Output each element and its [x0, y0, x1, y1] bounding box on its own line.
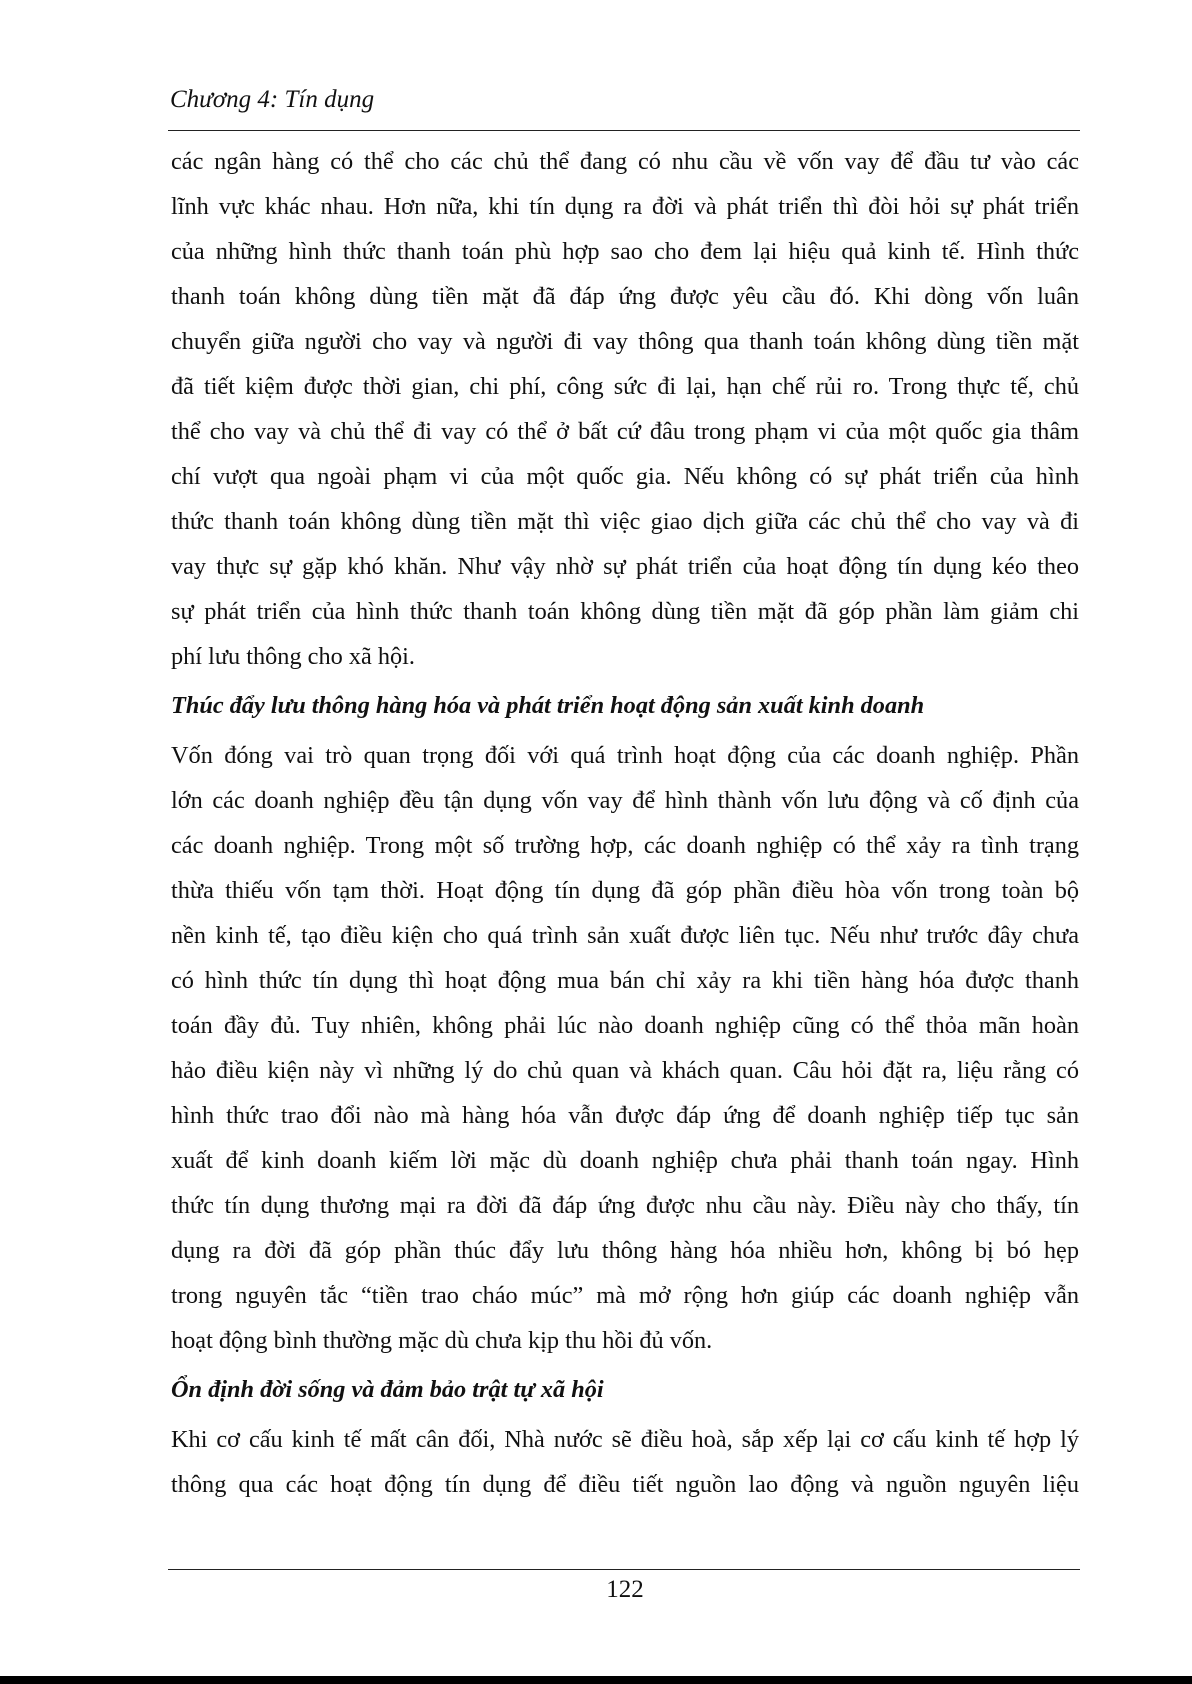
text-line: sự phát triển của hình thức thanh toán không dùng tiền mặt đã góp phần làm giảm chi — [171, 598, 1079, 625]
header-rule — [168, 130, 1080, 131]
text-line: nền kinh tế, tạo điều kiện cho quá trình sản xuất được liên tục. Nếu như trước đây chưa — [171, 922, 1079, 949]
text-line: thức tín dụng thương mại ra đời đã đáp ứng được nhu cầu này. Điều này cho thấy, tín — [171, 1192, 1079, 1219]
section-heading: Ổn định đời sống và đảm bảo trật tự xã hội — [171, 1376, 604, 1403]
text-line: thông qua các hoạt động tín dụng để điều tiết nguồn lao động và nguồn nguyên liệu — [171, 1471, 1079, 1498]
text-line: trong nguyên tắc “tiền trao cháo múc” mà mở rộng hơn giúp các doanh nghiệp vẫn — [171, 1282, 1079, 1309]
text-line: xuất để kinh doanh kiếm lời mặc dù doanh nghiệp chưa phải thanh toán ngay. Hình — [171, 1147, 1079, 1174]
footer-rule — [168, 1569, 1080, 1570]
text-line: hảo điều kiện này vì những lý do chủ quan và khách quan. Câu hỏi đặt ra, liệu rằng có — [171, 1057, 1079, 1084]
text-line: hoạt động bình thường mặc dù chưa kịp thu hồi đủ vốn. — [171, 1327, 713, 1354]
text-line: chí vượt qua ngoài phạm vi của một quốc gia. Nếu không có sự phát triển của hình — [171, 463, 1079, 490]
text-line: của những hình thức thanh toán phù hợp sao cho đem lại hiệu quả kinh tế. Hình thức — [171, 238, 1079, 265]
text-line: thức thanh toán không dùng tiền mặt thì việc giao dịch giữa các chủ thể cho vay và đi — [171, 508, 1079, 535]
text-line: lĩnh vực khác nhau. Hơn nữa, khi tín dụng ra đời và phát triển thì đòi hỏi sự phát triển — [171, 193, 1079, 220]
chapter-header: Chương 4: Tín dụng — [170, 86, 375, 113]
text-line: chuyển giữa người cho vay và người đi vay thông qua thanh toán không dùng tiền mặt — [171, 328, 1079, 355]
scan-edge-bar — [0, 1676, 1192, 1684]
text-line: Vốn đóng vai trò quan trọng đối với quá trình hoạt động của các doanh nghiệp. Phần — [171, 742, 1079, 769]
text-line: các doanh nghiệp. Trong một số trường hợp, các doanh nghiệp có thể xảy ra tình trạng — [171, 832, 1079, 859]
text-line: dụng ra đời đã góp phần thúc đẩy lưu thông hàng hóa nhiều hơn, không bị bó hẹp — [171, 1237, 1079, 1264]
page-content — [171, 139, 1079, 1507]
text-line: thừa thiếu vốn tạm thời. Hoạt động tín dụng đã góp phần điều hòa vốn trong toàn bộ — [171, 877, 1079, 904]
text-line: thanh toán không dùng tiền mặt đã đáp ứng được yêu cầu đó. Khi dòng vốn luân — [171, 283, 1079, 310]
text-line: lớn các doanh nghiệp đều tận dụng vốn vay để hình thành vốn lưu động và cố định của — [171, 787, 1079, 814]
text-line: phí lưu thông cho xã hội. — [171, 643, 415, 670]
section-heading: Thúc đẩy lưu thông hàng hóa và phát triển hoạt động sản xuất kinh doanh — [171, 692, 925, 719]
text-line: có hình thức tín dụng thì hoạt động mua bán chỉ xảy ra khi tiền hàng hóa được thanh — [171, 967, 1079, 994]
text-line: vay thực sự gặp khó khăn. Như vậy nhờ sự phát triển của hoạt động tín dụng kéo theo — [171, 553, 1079, 580]
text-line: các ngân hàng có thể cho các chủ thể đang có nhu cầu về vốn vay để đầu tư vào các — [171, 148, 1079, 175]
text-line: hình thức trao đổi nào mà hàng hóa vẫn được đáp ứng để doanh nghiệp tiếp tục sản — [171, 1102, 1079, 1129]
text-line: toán đầy đủ. Tuy nhiên, không phải lúc nào doanh nghiệp cũng có thể thỏa mãn hoàn — [171, 1012, 1079, 1039]
text-line: Khi cơ cấu kinh tế mất cân đối, Nhà nước sẽ điều hoà, sắp xếp lại cơ cấu kinh tế hợp lý — [171, 1426, 1079, 1453]
text-line: đã tiết kiệm được thời gian, chi phí, công sức đi lại, hạn chế rủi ro. Trong thực tế, chủ — [171, 373, 1079, 400]
page-number: 122 — [606, 1576, 644, 1603]
text-line: thể cho vay và chủ thể đi vay có thể ở bất cứ đâu trong phạm vi của một quốc gia thâm — [171, 418, 1079, 445]
